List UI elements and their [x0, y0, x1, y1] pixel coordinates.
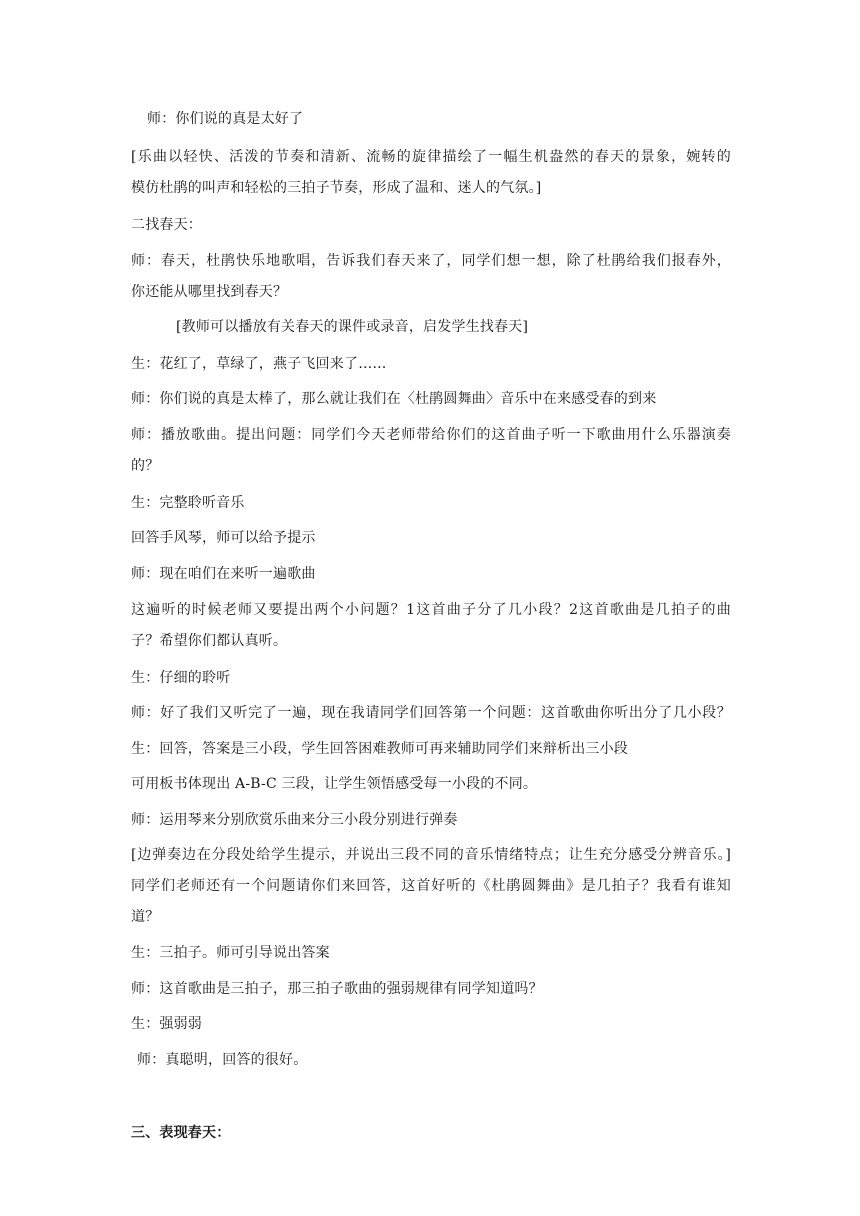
- text-line: 的？: [131, 458, 160, 474]
- text-line: 回答手风琴，师可以给予提示: [131, 530, 316, 546]
- text-line: 生：花红了，草绿了，燕子飞回来了……: [131, 356, 387, 372]
- text-line: 师：现在咱们在来听一遍歌曲: [131, 566, 316, 582]
- text-line: 师：播放歌曲。提出问题：同学们今天老师带给你们的这首曲子听一下歌曲用什么乐器演奏: [131, 427, 731, 443]
- text-line: 可用板书体现出 A-B-C 三段，让学生领悟感受每一小段的不同。: [131, 776, 538, 792]
- section-heading: 二找春天：: [131, 217, 202, 233]
- text-line: [乐曲以轻快、活泼的节奏和清新、流畅的旋律描绘了一幅生机盎然的春天的景象，婉转的: [131, 149, 731, 165]
- text-line: 这遍听的时候老师又要提出两个小问题？1这首曲子分了几小段？2这首歌曲是几拍子的曲: [131, 602, 731, 618]
- text-line: 生：三拍子。师可引导说出答案: [131, 945, 330, 961]
- text-line: 道？: [131, 909, 160, 925]
- text-line: 师：这首歌曲是三拍子，那三拍子歌曲的强弱规律有同学知道吗？: [131, 981, 543, 997]
- text-line: 师：你们说的真是太好了: [147, 111, 304, 127]
- section-heading: 三、表现春天：: [131, 1125, 231, 1141]
- text-line: 模仿杜鹃的叫声和轻松的三拍子节奏，形成了温和、迷人的气氛。]: [131, 180, 542, 196]
- text-line: 师：好了我们又听完了一遍，现在我请同学们回答第一个问题：这首歌曲你听出分了几小段？: [131, 705, 731, 721]
- text-line: 你还能从哪里找到春天？: [131, 284, 288, 300]
- text-line: 生：完整聆听音乐: [131, 495, 245, 511]
- text-line: 同学们老师还有一个问题请你们来回答，这首好听的《杜鹃圆舞曲》是几拍子？我看有谁知: [131, 878, 731, 894]
- text-line: 生：仔细的聆听: [131, 670, 231, 686]
- text-line: 师：运用琴来分别欣赏乐曲来分三小段分别进行弹奏: [131, 812, 458, 828]
- text-line: [教师可以播放有关春天的课件或录音，启发学生找春天]: [176, 319, 529, 335]
- text-line: 师：你们说的真是太棒了，那么就让我们在〈杜鹃圆舞曲〉音乐中在来感受春的到来: [131, 391, 657, 407]
- text-line: 生：强弱弱: [131, 1016, 202, 1032]
- text-line: 师：真聪明，回答的很好。: [137, 1052, 308, 1068]
- text-line: 生：回答，答案是三小段，学生回答困难教师可再来辅助同学们来辩析出三小段: [131, 741, 628, 757]
- text-line: 子？希望你们都认真听。: [131, 633, 288, 649]
- text-line: 师：春天，杜鹃快乐地歌唱，告诉我们春天来了，同学们想一想，除了杜鹃给我们报春外，: [131, 253, 731, 269]
- text-line: [边弹奏边在分段处给学生提示，并说出三段不同的音乐情绪特点；让生充分感受分辨音乐。]: [131, 847, 731, 863]
